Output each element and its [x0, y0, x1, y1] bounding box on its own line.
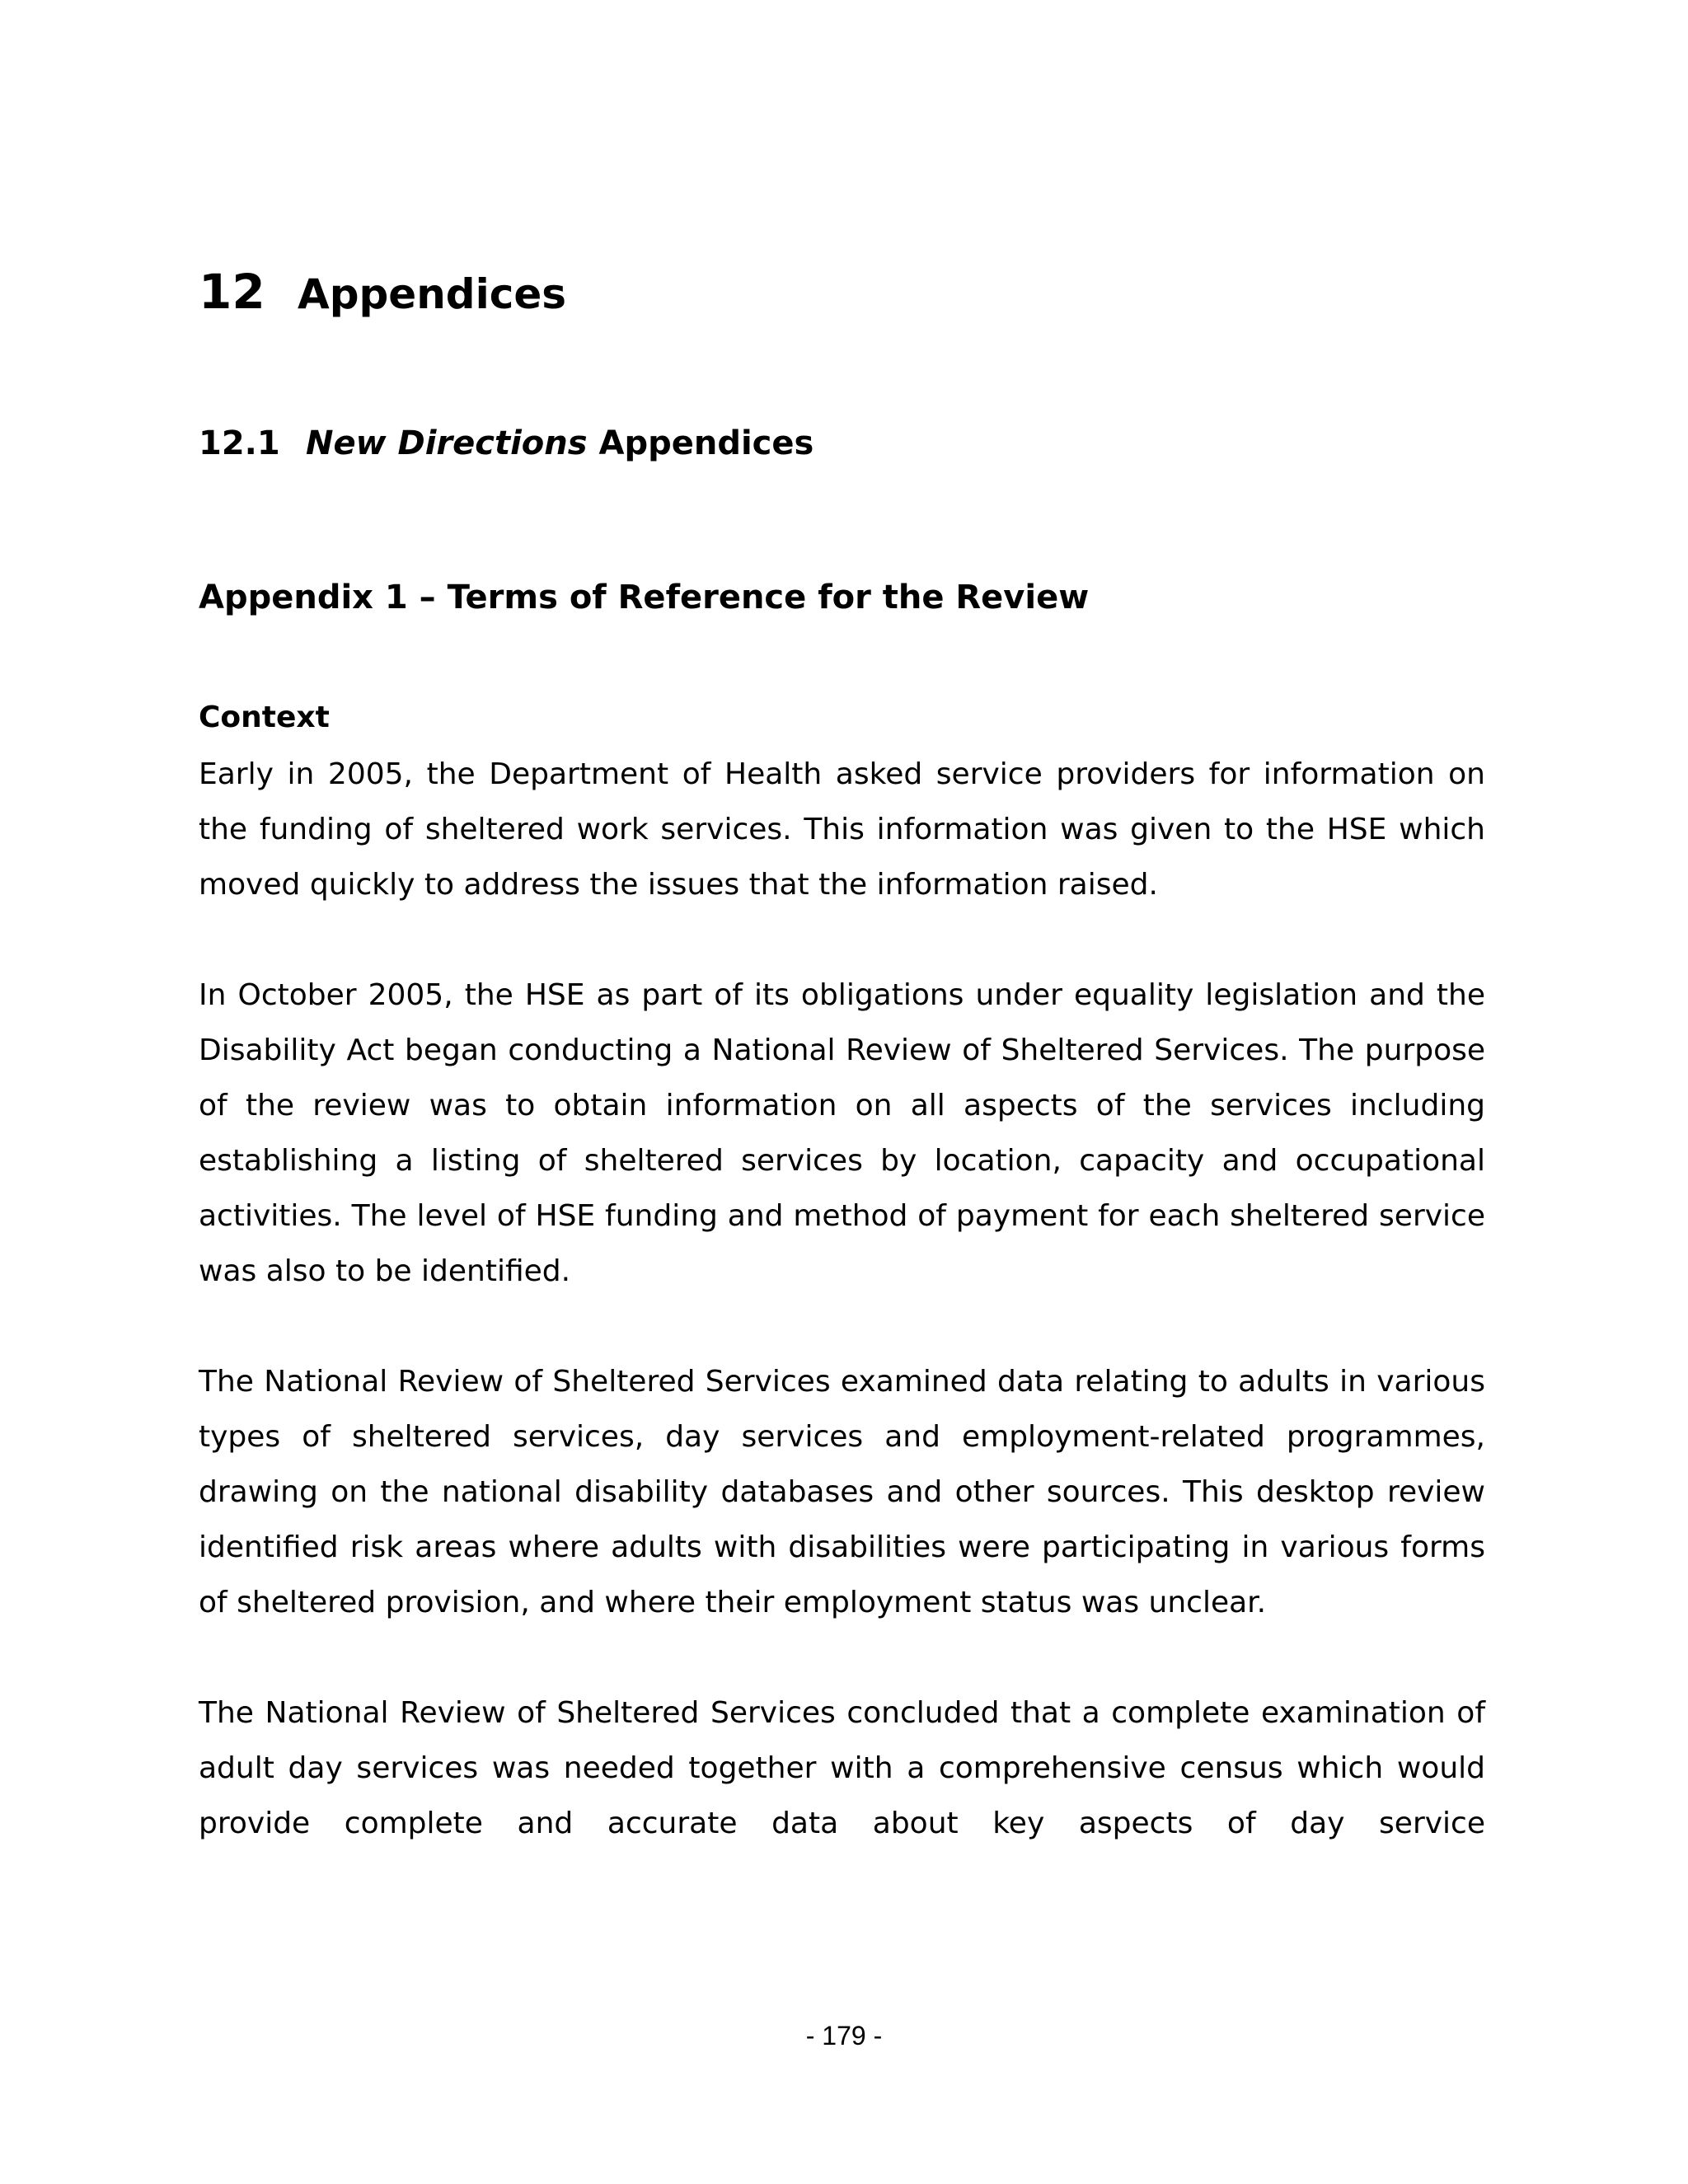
chapter-title: Appendices [298, 270, 567, 318]
body-text [199, 747, 1485, 1906]
context-heading: Context [199, 701, 330, 734]
paragraph-4: The National Review of Sheltered Services concluded that a complete examination of adult day services was needed together with a comprehensive census which would provide complete and accurate data about key aspects of day service [199, 1696, 1485, 1840]
appendix-heading: Appendix 1 – Terms of Reference for the Review [199, 579, 1090, 616]
paragraph-3: The National Review of Sheltered Services examined data relating to adults in various types of sheltered services, day services and employment-related programmes, drawing on the national disability databases and other sources. This desktop review identified risk areas where adults with disabilities were participating in various forms of sheltered provision, and where their employment status was unclear. [199, 1365, 1485, 1619]
paragraph-2: In October 2005, the HSE as part of its obligations under equality legislation and the Disability Act began conducting a National Review of Sheltered Services. The purpose of the review was to obtain information on all aspects of the services including establishing a listing of sheltered services by location, capacity and occupational activities. The level of HSE funding and method of payment for each sheltered service was also to be identified. [199, 978, 1485, 1288]
chapter-number: 12 [199, 264, 265, 320]
chapter-heading [199, 262, 566, 324]
page-number: - 179 - [805, 2021, 883, 2050]
section-title-italic: New Directions [306, 424, 588, 462]
paragraph-1: Early in 2005, the Department of Health asked service providers for information on the funding of sheltered work services. This information was given to the HSE which moved quickly to address the issues that the information raised. [199, 757, 1485, 902]
section-heading [199, 419, 814, 468]
section-title-rest: Appendices [587, 424, 814, 462]
section-number: 12.1 [199, 424, 280, 462]
